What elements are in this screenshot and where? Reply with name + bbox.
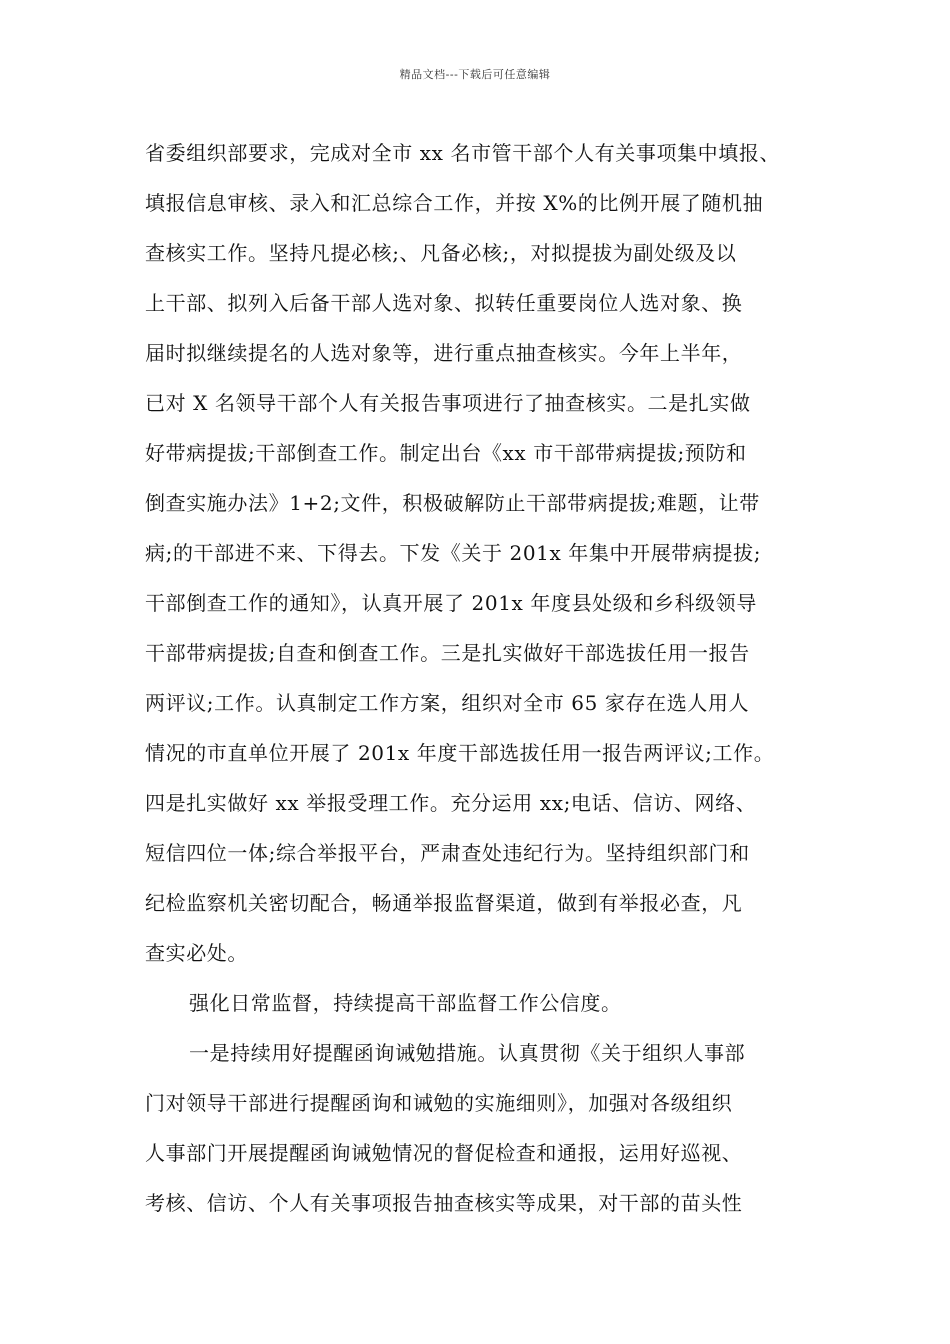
text-line: 一是持续用好提醒函询诫勉措施。认真贯彻《关于组织人事部 (189, 1041, 746, 1065)
text-line: 填报信息审核、录入和汇总综合工作，并按 X%的比例开展了随机抽 (145, 191, 764, 215)
text-line: 考核、信访、个人有关事项报告抽查核实等成果，对干部的苗头性 (145, 1191, 743, 1215)
paragraph (145, 1028, 825, 1228)
paragraph (145, 128, 825, 978)
text-line: 上干部、拟列入后备干部人选对象、拟转任重要岗位人选对象、换 (145, 291, 743, 315)
document-body (145, 128, 825, 1228)
text-line: 查核实工作。坚持凡提必核;、凡备必核;，对拟提拔为副处级及以 (145, 241, 737, 265)
paragraph (145, 978, 825, 1028)
text-line: 干部带病提拔;自查和倒查工作。三是扎实做好干部选拔任用一报告 (145, 641, 750, 665)
text-line: 强化日常监督，持续提高干部监督工作公信度。 (189, 991, 622, 1015)
text-line: 倒查实施办法》1+2;文件，积极破解防止干部带病提拔;难题，让带 (145, 491, 760, 515)
text-line: 好带病提拔;干部倒查工作。制定出台《xx 市干部带病提拔;预防和 (145, 441, 747, 465)
text-line: 已对 X 名领导干部个人有关报告事项进行了抽查核实。二是扎实做 (145, 391, 751, 415)
text-line: 四是扎实做好 xx 举报受理工作。充分运用 xx;电话、信访、网络、 (145, 791, 757, 815)
text-line: 查实必处。 (145, 941, 248, 965)
text-line: 门对领导干部进行提醒函询和诫勉的实施细则》，加强对各级组织 (145, 1091, 733, 1115)
text-line: 干部倒查工作的通知》，认真开展了 201x 年度县处级和乡科级领导 (145, 591, 757, 615)
text-line: 届时拟继续提名的人选对象等，进行重点抽查核实。今年上半年， (145, 341, 743, 365)
page-header: 精品文档---下载后可任意编辑 (399, 68, 551, 81)
text-line: 纪检监察机关密切配合，畅通举报监督渠道，做到有举报必查，凡 (145, 891, 743, 915)
text-line: 省委组织部要求，完成对全市 xx 名市管干部个人有关事项集中填报、 (145, 141, 781, 165)
text-line: 病;的干部进不来、下得去。下发《关于 201x 年集中开展带病提拔; (145, 541, 762, 565)
text-line: 情况的市直单位开展了 201x 年度干部选拔任用一报告两评议;工作。 (145, 741, 775, 765)
text-line: 两评议;工作。认真制定工作方案，组织对全市 65 家存在选人用人 (145, 691, 750, 715)
text-line: 人事部门开展提醒函询诫勉情况的督促检查和通报，运用好巡视、 (145, 1141, 743, 1165)
text-line: 短信四位一体;综合举报平台，严肃查处违纪行为。坚持组织部门和 (145, 841, 750, 865)
